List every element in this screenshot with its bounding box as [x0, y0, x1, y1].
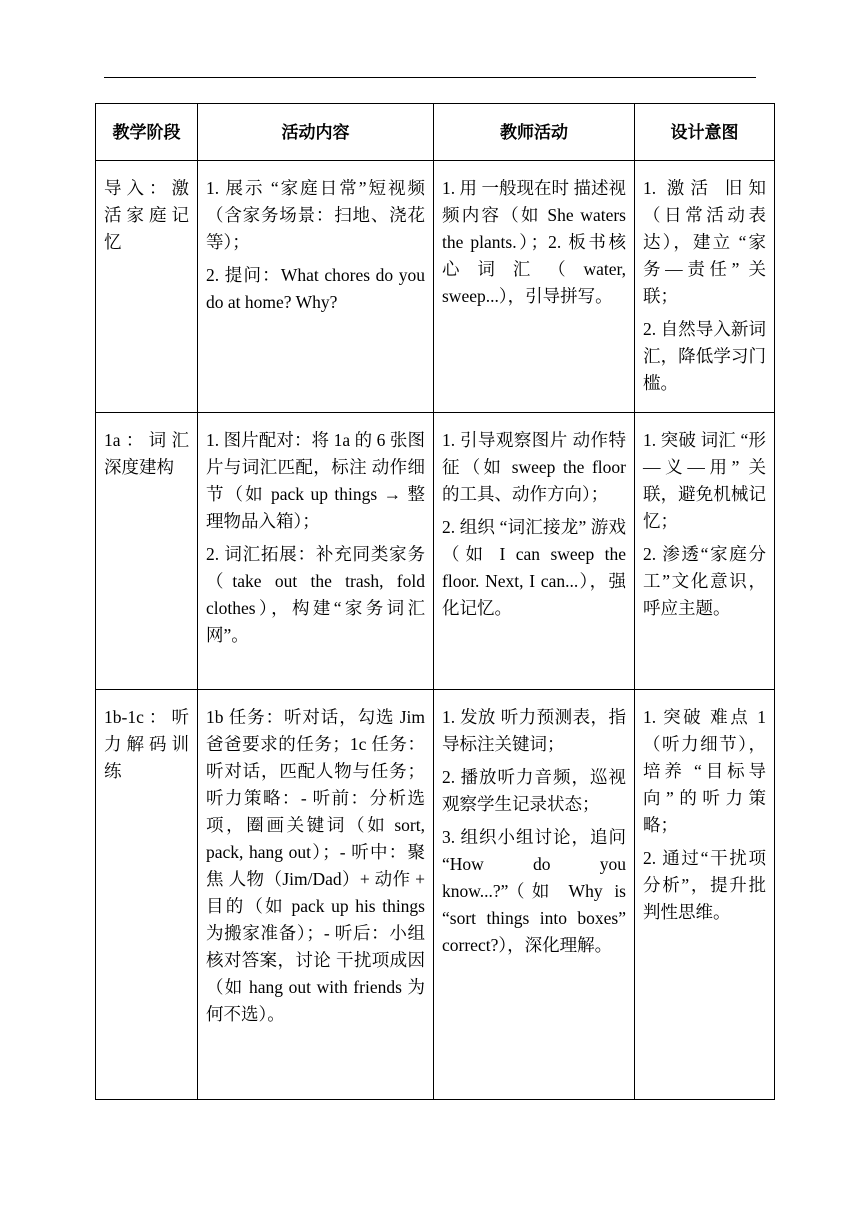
activity-item: 2. 提问：What chores do you do at home? Why?	[206, 265, 425, 312]
table-row	[96, 161, 775, 413]
teacher-item: 2. 播放听力音频，巡视观察学生记录状态；	[442, 767, 626, 814]
stage-cell	[96, 161, 198, 413]
activity-cell	[198, 690, 434, 1100]
intent-item: 1. 突破 难点 1（听力细节），培养 “目标导向”的听力策略；	[643, 707, 766, 835]
teacher-cell	[434, 690, 635, 1100]
intent-item: 2. 通过“干扰项分析”，提升批判性思维。	[643, 848, 766, 922]
intent-item: 2. 自然导入新词汇，降低学习门槛。	[643, 319, 766, 393]
teacher-item: 1. 发放 听力预测表，指导标注关键词；	[442, 707, 626, 754]
intent-cell	[635, 690, 775, 1100]
table-row	[96, 690, 775, 1100]
table-row	[96, 413, 775, 690]
stage-text: 1a：词汇深度建构	[104, 430, 189, 477]
activity-cell	[198, 161, 434, 413]
header-teacher: 教师活动	[434, 104, 635, 161]
teacher-item: 1. 引导观察图片 动作特征（如 sweep the floor 的工具、动作方向）；	[442, 430, 626, 504]
header-rule	[104, 77, 756, 78]
teacher-item: 2. 组织 “词汇接龙” 游戏（如 I can sweep the floor. Next, I can...），强化记忆。	[442, 517, 626, 618]
intent-item: 2. 渗透“家庭分工”文化意识，呼应主题。	[643, 544, 766, 618]
stage-cell	[96, 690, 198, 1100]
header-activity: 活动内容	[198, 104, 434, 161]
intent-cell	[635, 413, 775, 690]
activity-item: 1b 任务：听对话，勾选 Jim 爸爸要求的任务；1c 任务：听对话，匹配人物与任务；听力策略：- 听前：分析选项，圈画关键词（如 sort, pack, hang out）；- 听中：聚焦 人物（Jim/Dad）+ 动作 + 目的（如 pack up his things 为搬家准备）；- 听后：小组核对答案，讨论 干扰项成因（如 hang out with friends 为何不选）。	[206, 707, 425, 1024]
intent-item: 1. 突破 词汇 “形—义—用” 关联，避免机械记忆；	[643, 430, 766, 531]
intent-cell	[635, 161, 775, 413]
activity-item: 1. 展示 “家庭日常”短视频（含家务场景：扫地、浇花等）；	[206, 178, 425, 252]
lesson-plan-table	[95, 103, 775, 1100]
activity-cell	[198, 413, 434, 690]
teacher-cell	[434, 413, 635, 690]
activity-item: 1. 图片配对：将 1a 的 6 张图片与词汇匹配，标注 动作细节（如 pack up things → 整理物品入箱）；	[206, 430, 425, 531]
teacher-cell	[434, 161, 635, 413]
stage-cell	[96, 413, 198, 690]
intent-item: 1. 激活 旧知（日常活动表达），建立 “家务—责任” 关联；	[643, 178, 766, 306]
teacher-item: 1. 用 一般现在时 描述视频内容（如 She waters the plants.）；2. 板书核心词汇（water, sweep...），引导拼写。	[442, 178, 626, 306]
activity-item: 2. 词汇拓展：补充同类家务（take out the trash, fold clothes），构建“家务词汇网”。	[206, 544, 425, 645]
table-header-row	[96, 104, 775, 161]
header-intent: 设计意图	[635, 104, 775, 161]
stage-text: 1b-1c：听力解码训练	[104, 707, 189, 781]
stage-text: 导入：激活家庭记忆	[104, 178, 189, 252]
header-stage: 教学阶段	[96, 104, 198, 161]
teacher-item: 3. 组织小组讨论，追问 “How do you know...?”（如 Why is “sort things into boxes” correct?），深化理解。	[442, 827, 626, 955]
